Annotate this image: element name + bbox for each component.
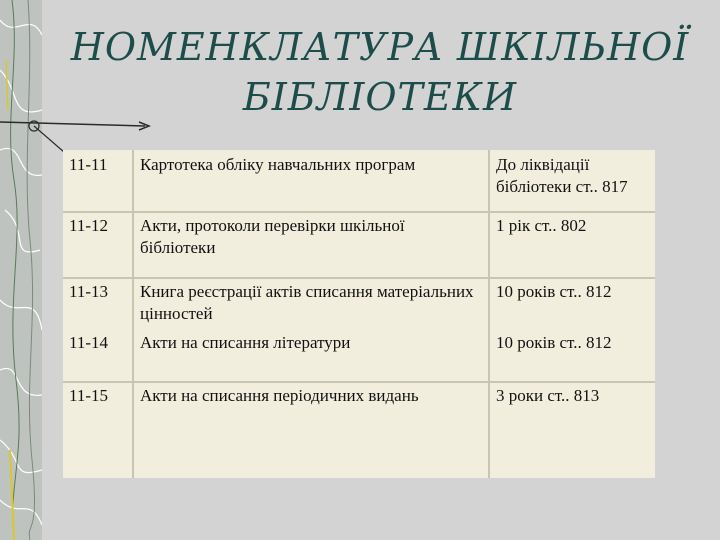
row-code: 11-15 [63,382,133,478]
row-title: Картотека обліку навчальних програм [140,155,416,174]
row-code: 11-13 [63,278,133,330]
row-term: 10 років ст.. 812 [489,330,655,382]
slide-title-line-2: БІБЛІОТЕКИ [242,75,518,119]
row-code: 11-11 [63,150,133,212]
row-code: 11-12 [63,212,133,278]
slide-title-line-1: НОМЕНКЛАТУРА ШКІЛЬНОЇ [70,25,690,69]
table-row [63,212,655,278]
row-term: 10 років ст.. 812 [489,278,655,330]
nomenclature-table [63,150,655,478]
table-row [63,330,655,382]
row-title: Акти, протоколи перевірки шкільної бібліотеки [133,212,489,278]
table-row [63,278,655,330]
row-term: 1 рік ст.. 802 [489,212,655,278]
row-title: Акти на списання літератури [140,333,351,352]
row-title: Акти на списання періодичних видань [133,382,489,478]
row-term: До ліквідації бібліотеки ст.. 817 [489,150,655,212]
row-code: 11-14 [63,330,133,382]
row-term: 3 роки ст.. 813 [489,382,655,478]
pointer-line-decoration [0,0,720,160]
row-title: Книга реєстрації актів списання матеріальних цінностей [133,278,489,330]
table-row [63,382,655,478]
table-row [63,150,655,212]
